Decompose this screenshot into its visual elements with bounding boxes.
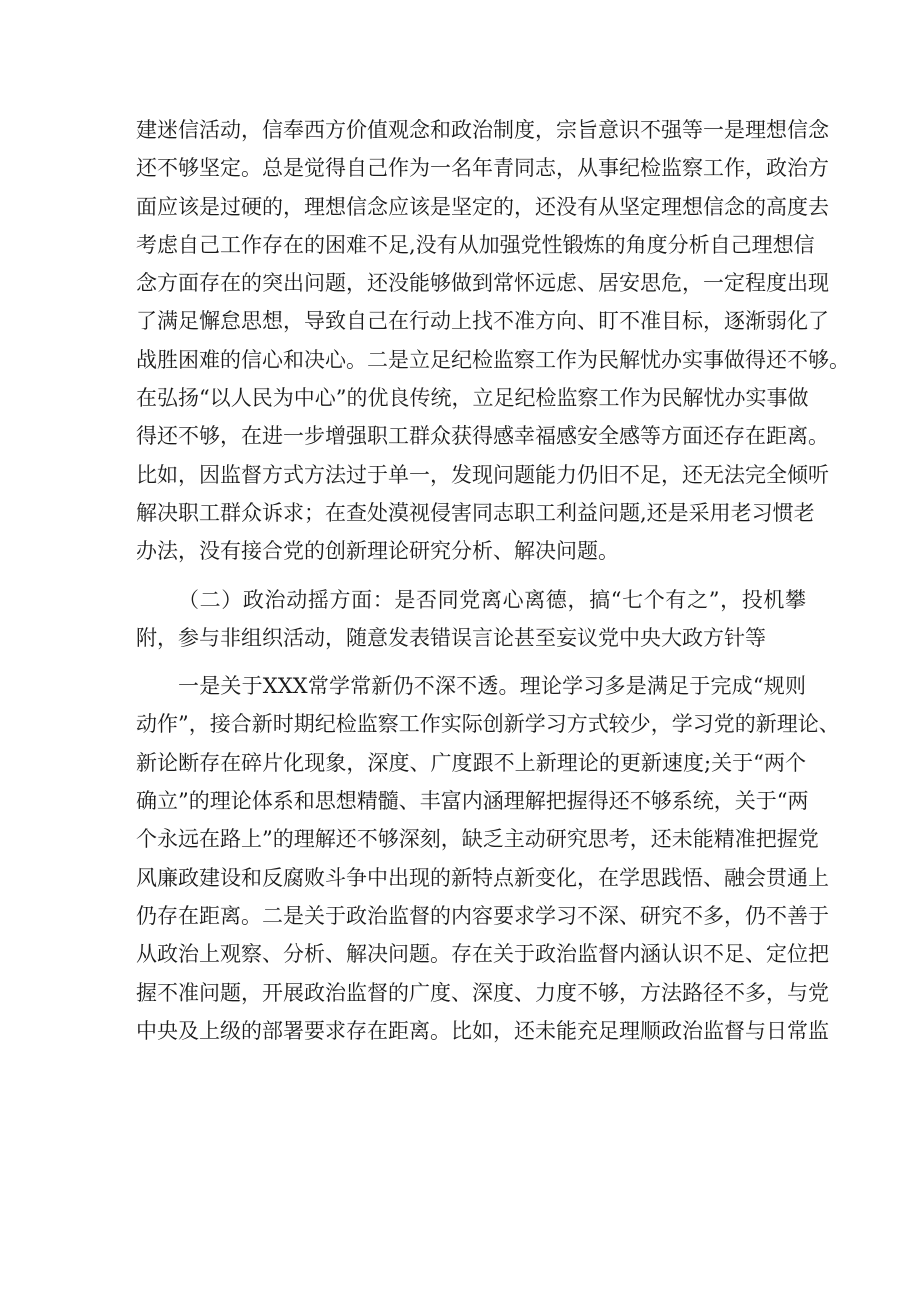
text-line: 战胜困难的信心和决心。二是立足纪检监察工作为民解忧办实事做得还不够。 xyxy=(136,347,850,372)
text-line: 一是关于XXX常学常新仍不深不透。理论学习多是满足于完成“规则 xyxy=(178,674,806,699)
text-line: 中央及上级的部署要求存在距离。比如，还未能充足理顺政治监督与日常监 xyxy=(136,1018,829,1043)
text-line: 确立”的理论体系和思想精髓、丰富内涵理解把握得还不够系统，关于“两 xyxy=(136,789,809,814)
text-line: 个永远在路上”的理解还不够深刻，缺乏主动研究思考，还未能精准把握党 xyxy=(136,827,819,852)
text-line: 念方面存在的突出问题，还没能够做到常怀远虑、居安思危，一定程度出现 xyxy=(136,271,829,296)
paragraph-3 xyxy=(136,667,840,1050)
document-body xyxy=(136,111,850,1050)
text-line: 在弘扬“以人民为中心”的优良传统，立足纪检监察工作为民解忧办实事做 xyxy=(136,386,809,411)
text-line: 还不够坚定。总是觉得自己作为一名年青同志，从事纪检监察工作，政治方 xyxy=(136,156,829,181)
text-line: 风廉政建设和反腐败斗争中出现的新特点新变化，在学思践悟、融会贯通上 xyxy=(136,865,829,890)
text-line: 考虑自己工作存在的困难不足,没有从加强党性锻炼的角度分析自己理想信 xyxy=(136,232,815,257)
text-line: 了满足懈怠思想，导致自己在行动上找不准方向、盯不准目标，逐渐弱化了 xyxy=(136,309,829,334)
section-heading-2 xyxy=(136,581,806,658)
text-line: 解决职工群众诉求；在查处漠视侵害同志职工利益问题,还是采用老习惯老 xyxy=(136,500,815,525)
paragraph-spacer xyxy=(136,571,806,581)
heading-line: 附，参与非组织活动，随意发表错误言论甚至妄议党中央大政方针等 xyxy=(136,625,766,650)
text-line: 仍存在距离。二是关于政治监督的内容要求学习不深、研究不多，仍不善于 xyxy=(136,903,829,928)
text-line: 得还不够，在进一步增强职工群众获得感幸福感安全感等方面还存在距离。 xyxy=(136,424,829,449)
paragraph-1 xyxy=(136,111,850,571)
text-line: 办法，没有接合党的创新理论研究分析、解决问题。 xyxy=(136,539,619,564)
paragraph-spacer xyxy=(136,657,806,667)
heading-line: （二）政治动摇方面：是否同党离心离德，搞“七个有之”，投机攀 xyxy=(178,587,806,612)
text-line: 建迷信活动，信奉西方价值观念和政治制度，宗旨意识不强等一是理想信念 xyxy=(136,118,829,142)
text-line: 比如，因监督方式方法过于单一，发现问题能力仍旧不足，还无法完全倾听 xyxy=(136,462,829,487)
text-line: 从政治上观察、分析、解决问题。存在关于政治监督内涵认识不足、定位把 xyxy=(136,942,829,967)
text-line: 握不准问题，开展政治监督的广度、深度、力度不够，方法路径不多，与党 xyxy=(136,980,829,1005)
text-line: 面应该是过硬的，理想信念应该是坚定的，还没有从坚定理想信念的高度去 xyxy=(136,194,829,219)
text-line: 动作”，接合新时期纪检监察工作实际创新学习方式较少，学习党的新理论、 xyxy=(136,712,840,737)
text-line: 新论断存在碎片化现象，深度、广度跟不上新理论的更新速度;关于“两个 xyxy=(136,750,806,775)
